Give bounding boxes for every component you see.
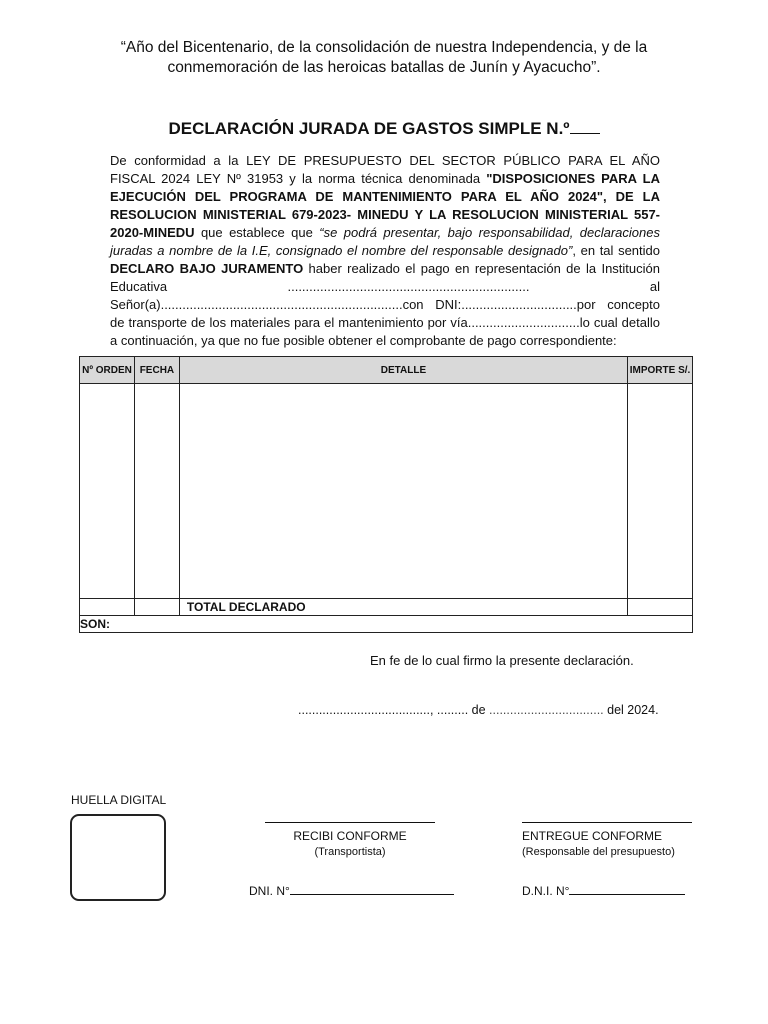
para-text-6: con DNI:: [402, 297, 462, 312]
cell-detalle[interactable]: [179, 384, 627, 599]
motto-line-1: “Año del Bicentenario, de la consolidación de nuestra Independencia, y de la: [120, 39, 648, 56]
total-amount-cell[interactable]: [628, 599, 693, 616]
signature-line-entregue: [522, 822, 692, 823]
table-son-row: [80, 616, 693, 633]
signature-line-recibi: [265, 822, 435, 823]
cell-fecha[interactable]: [134, 384, 179, 599]
closing-statement: En fe de lo cual firmo la presente declaración.: [370, 653, 634, 668]
date-month-blank: .................................: [489, 703, 604, 717]
recibi-dni: [249, 882, 454, 898]
total-cell-fecha: [134, 599, 179, 616]
expense-table: [79, 356, 693, 633]
para-text-4: haber realizado el pago en representación de la Institución Educativa: [110, 261, 660, 294]
son-label[interactable]: SON:: [80, 616, 693, 633]
para-text-3: , en tal sentido: [572, 243, 660, 258]
total-cell-orden: [80, 599, 135, 616]
institution-blank: ...................................................................: [287, 279, 530, 294]
entregue-title: ENTREGUE CONFORME: [522, 829, 663, 843]
para-bold-2: DECLARO BAJO JURAMENTO: [110, 261, 304, 276]
recibi-dni-label: DNI. N°: [249, 884, 290, 898]
table-entry-row: [80, 384, 693, 599]
title-text: DECLARACIÓN JURADA DE GASTOS SIMPLE N.º: [168, 119, 570, 138]
cell-importe[interactable]: [628, 384, 693, 599]
total-label: TOTAL DECLARADO: [179, 599, 627, 616]
para-text-1: De conformidad a la LEY DE PRESUPUESTO DEL SECTOR PÚBLICO PARA EL AÑO FISCAL 2024 LEY Nº 31953 y la norma técnica denominada: [110, 153, 660, 186]
header-fecha: FECHA: [134, 357, 179, 384]
header-detalle: DETALLE: [179, 357, 627, 384]
header-importe: IMPORTE S/.: [628, 357, 693, 384]
para-italic-1: “se podrá presentar, bajo responsabilidad, declaraciones juradas a nombre de la I.E, consignado el nombre del responsable designado”: [110, 225, 660, 258]
recibi-title: RECIBI CONFORME: [293, 829, 407, 843]
para-text-7: por concepto de transporte de los materiales para el mantenimiento por vía: [110, 297, 660, 330]
name-blank: ...................................................................: [160, 297, 403, 312]
signature-recibi: [255, 822, 445, 858]
date-place-blank: ......................................, ......... de: [298, 703, 490, 717]
dni-blank: ................................: [461, 297, 577, 312]
recibi-subtitle: (Transportista): [314, 846, 386, 858]
title-number-blank: [570, 118, 600, 134]
date-year: del 2024.: [603, 703, 659, 717]
para-text-8: lo cual detallo a continuación, ya que no fue posible obtener el comprobante de pago correspondiente:: [110, 315, 660, 348]
table-total-row: [80, 599, 693, 616]
entregue-dni-label: D.N.I. N°: [522, 884, 570, 898]
entregue-dni-blank[interactable]: [569, 882, 685, 895]
header-orden: Nº ORDEN: [80, 357, 135, 384]
header-motto: [60, 38, 708, 78]
motto-line-2: conmemoración de las heroicas batallas de Junín y Ayacucho”.: [167, 59, 601, 76]
fingerprint-box: [70, 814, 166, 901]
entregue-dni: [522, 882, 685, 898]
para-text-2: que establece que: [194, 225, 320, 240]
para-text-5: al Señor(a): [110, 279, 660, 312]
cell-orden[interactable]: [80, 384, 135, 599]
via-blank: ...............................: [467, 315, 580, 330]
table-header-row: [80, 357, 693, 384]
fingerprint-label: HUELLA DIGITAL: [71, 793, 167, 807]
recibi-dni-blank[interactable]: [290, 882, 454, 895]
signature-entregue: [522, 822, 694, 858]
declaration-paragraph: [110, 152, 660, 350]
date-line: [298, 703, 659, 717]
document-title: [0, 118, 768, 139]
para-bold-1: "DISPOSICIONES PARA LA EJECUCIÓN DEL PROGRAMA DE MANTENIMIENTO PARA EL AÑO 2024", DE LA RESOLUCION MINISTERIAL 679-2023- MINEDU Y LA RESOLUCION MINISTERIAL 557-2020-MINEDU: [110, 171, 661, 240]
entregue-subtitle: (Responsable del presupuesto): [522, 846, 675, 858]
